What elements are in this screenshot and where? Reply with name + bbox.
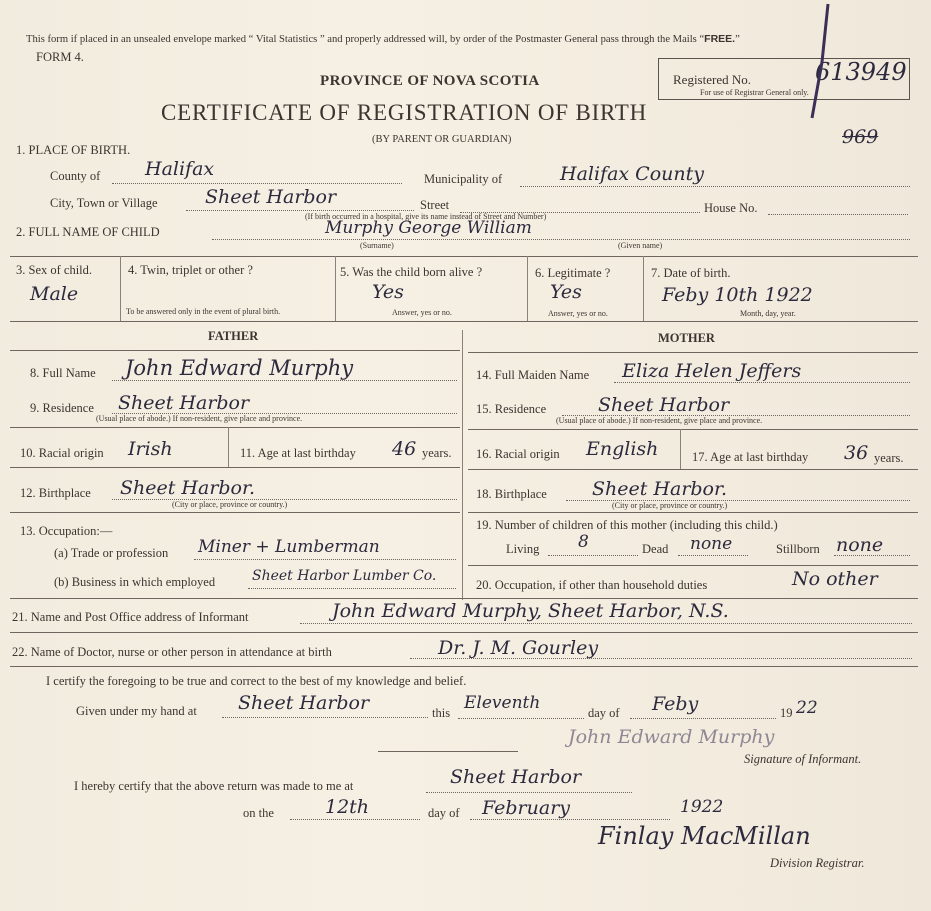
father-name-label: 8. Full Name — [30, 366, 96, 380]
place-of-birth-label: 1. PLACE OF BIRTH. — [16, 143, 131, 157]
ink-stroke-path — [812, 4, 828, 118]
father-business-label: (b) Business in which employed — [54, 575, 216, 589]
mother-race-value: English — [586, 438, 659, 460]
mother-name-value: Eliza Helen Jeffers — [622, 360, 802, 382]
informant-signature: John Edward Murphy — [568, 726, 775, 748]
year-prefix: 19 — [780, 706, 793, 720]
twin-note: To be answered only in the event of plural birth. — [126, 307, 281, 316]
certificate-subtitle: (BY PARENT OR GUARDIAN) — [372, 134, 512, 145]
this-label: this — [432, 706, 451, 720]
father-residence-value: Sheet Harbor — [118, 392, 250, 414]
mother-residence-value: Sheet Harbor — [598, 394, 730, 416]
born-alive-note: Answer, yes or no. — [392, 308, 452, 317]
given-year-value: 22 — [796, 698, 818, 718]
postal-notice-text: This form if placed in an unsealed envelope marked “ Vital Statistics ” and properly addressed will, by order of the Postmaster General pass through the Mails “ — [26, 34, 705, 45]
legitimate-note: Answer, yes or no. — [548, 309, 608, 318]
registrar-label: Division Registrar. — [770, 856, 865, 870]
child-name-label: 2. FULL NAME OF CHILD — [16, 225, 160, 239]
given-name-note: (Given name) — [618, 241, 663, 250]
hereby-label: I hereby certify that the above return was made to me at — [74, 779, 354, 793]
father-birthplace-label: 12. Birthplace — [20, 486, 91, 500]
mother-occupation-label: 20. Occupation, if other than household duties — [476, 578, 708, 592]
mother-occupation-value: No other — [792, 568, 878, 590]
on-the-label: on the — [243, 806, 274, 820]
living-label: Living — [506, 542, 540, 556]
registrar-note: For use of Registrar General only. — [700, 88, 809, 97]
given-under-label: Given under my hand at — [76, 704, 197, 718]
father-age-label: 11. Age at last birthday — [240, 446, 356, 460]
father-residence-note: (Usual place of abode.) If non-resident, give place and province. — [96, 414, 303, 423]
city-label: City, Town or Village — [50, 196, 158, 210]
children-count-label: 19. Number of children of this mother (including this child.) — [476, 518, 778, 532]
dead-value: none — [690, 534, 733, 554]
father-trade-label: (a) Trade or profession — [54, 546, 169, 560]
province-heading: PROVINCE OF NOVA SCOTIA — [320, 73, 540, 89]
mother-age-value: 36 — [844, 442, 869, 464]
certificate-title: CERTIFICATE OF REGISTRATION OF BIRTH — [161, 100, 648, 125]
day-of-label: day of — [588, 706, 620, 720]
mother-residence-note: (Usual place of abode.) If non-resident, give place and province. — [556, 416, 763, 425]
given-place-value: Sheet Harbor — [238, 692, 370, 714]
sex-label: 3. Sex of child. — [16, 263, 93, 277]
mother-name-label: 14. Full Maiden Name — [476, 368, 590, 382]
reg-month-value: February — [482, 797, 571, 819]
certify-statement: I certify the foregoing to be true and correct to the best of my knowledge and belief. — [46, 674, 467, 688]
informant-value: John Edward Murphy, Sheet Harbor, N.S. — [332, 600, 729, 622]
informant-label: 21. Name and Post Office address of Informant — [12, 610, 249, 624]
doctor-value: Dr. J. M. Gourley — [438, 637, 599, 659]
father-trade-value: Miner + Lumberman — [198, 537, 380, 557]
child-name-value: Murphy George William — [325, 218, 532, 238]
twin-label: 4. Twin, triplet or other ? — [128, 263, 253, 277]
father-birthplace-note: (City or place, province or country.) — [172, 500, 288, 509]
father-race-label: 10. Racial origin — [20, 446, 104, 460]
municipality-value: Halifax County — [560, 163, 704, 185]
reg-year-value: 1922 — [680, 797, 724, 817]
registered-label: Registered No. — [673, 72, 751, 87]
given-day-value: Eleventh — [464, 693, 541, 713]
born-alive-label: 5. Was the child born alive ? — [340, 265, 483, 279]
mother-heading: MOTHER — [658, 331, 715, 345]
county-value: Halifax — [145, 158, 215, 180]
dob-note: Month, day, year. — [740, 309, 796, 318]
surname-note: (Surname) — [360, 241, 394, 250]
mother-age-label: 17. Age at last birthday — [692, 450, 809, 464]
father-birthplace-value: Sheet Harbor. — [120, 477, 256, 499]
reg-day-value: 12th — [325, 796, 370, 818]
given-month-value: Feby — [652, 693, 699, 715]
hospital-note: (If birth occurred in a hospital, give its name instead of Street and Number) — [305, 212, 547, 221]
father-name-value: John Edward Murphy — [125, 356, 354, 380]
street-label: Street — [420, 198, 450, 212]
father-heading: FATHER — [208, 329, 259, 343]
father-occupation-label: 13. Occupation:— — [20, 524, 113, 538]
mother-birthplace-label: 18. Birthplace — [476, 487, 547, 501]
father-residence-label: 9. Residence — [30, 401, 94, 415]
born-alive-value: Yes — [372, 281, 404, 303]
county-label: County of — [50, 169, 101, 183]
dob-label: 7. Date of birth. — [651, 266, 731, 280]
registrar-signature: Finlay MacMillan — [598, 822, 811, 850]
municipality-label: Municipality of — [424, 172, 503, 186]
postal-notice-close: ” — [735, 34, 740, 45]
father-age-value: 46 — [392, 438, 417, 460]
city-value: Sheet Harbor — [205, 186, 337, 208]
father-business-value: Sheet Harbor Lumber Co. — [252, 568, 437, 584]
mother-birthplace-note: (City or place, province or country.) — [612, 501, 728, 510]
living-value: 8 — [578, 532, 589, 552]
doctor-label: 22. Name of Doctor, nurse or other person in attendance at birth — [12, 645, 332, 659]
father-age-years: years. — [422, 446, 452, 460]
dob-value: Feby 10th 1922 — [662, 284, 813, 306]
legitimate-label: 6. Legitimate ? — [535, 266, 611, 280]
informant-signature-label: Signature of Informant. — [744, 752, 862, 766]
form-number: FORM 4. — [36, 50, 84, 64]
house-number-label: House No. — [704, 201, 758, 215]
mother-residence-label: 15. Residence — [476, 402, 547, 416]
stillborn-label: Stillborn — [776, 542, 820, 556]
sex-value: Male — [30, 283, 79, 305]
mother-race-label: 16. Racial origin — [476, 447, 560, 461]
legitimate-value: Yes — [550, 281, 582, 303]
dead-label: Dead — [642, 542, 669, 556]
side-number: 969 — [842, 126, 879, 148]
postal-notice-free: FREE. — [704, 33, 736, 45]
registered-number: 613949 — [815, 58, 907, 86]
reg-place-value: Sheet Harbor — [450, 766, 582, 788]
mother-birthplace-value: Sheet Harbor. — [592, 478, 728, 500]
mother-age-years: years. — [874, 451, 904, 465]
stillborn-value: none — [836, 534, 884, 556]
father-race-value: Irish — [128, 438, 173, 460]
day-of-label-2: day of — [428, 806, 460, 820]
